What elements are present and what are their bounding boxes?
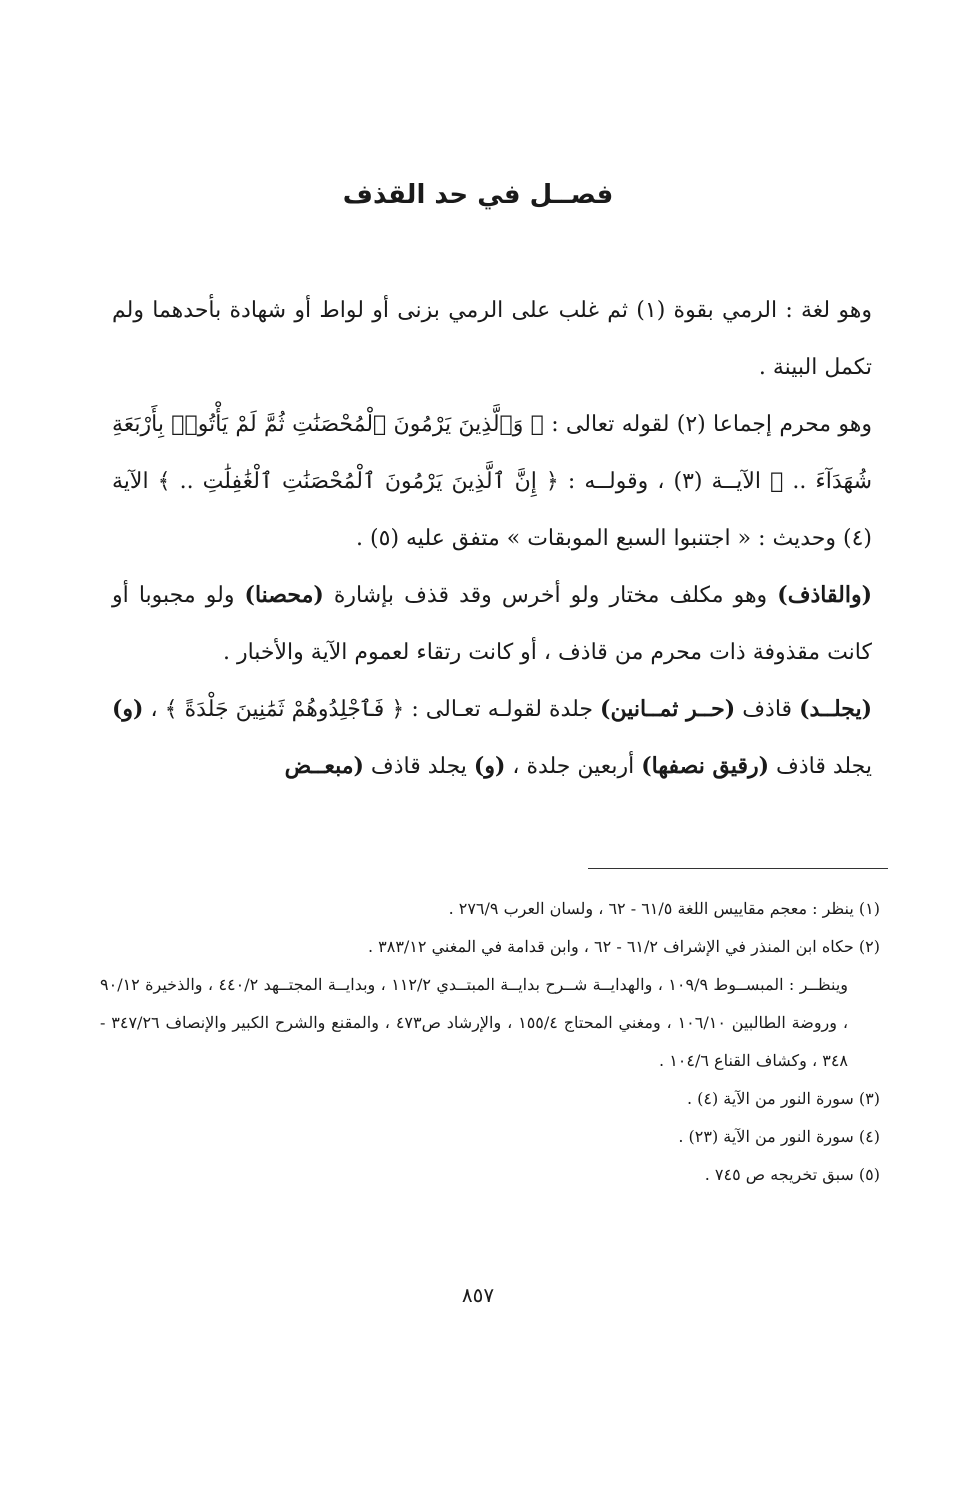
bold-term: (يجلــد)	[799, 696, 872, 722]
text-run: قاذف	[735, 697, 800, 722]
footnote-1: (١) ينظر : معجم مقاييس اللغة ٦١/٥ - ٦٢ ، ولسان العرب ٢٧٦/٩ .	[448, 899, 880, 918]
footnote-2-continuation: وينظــر : المبســوط ١٠٩/٩ ، والهدايــة شــرح بدايــة المبتــدي ١١٢/٢ ، وبدايــة المجتــهد ٤٤٠/٢ ، والذخيرة ٩٠/١٢ ، وروضة الطالبين ١٠٦/١٠ ، ومغني المحتاج ١٥٥/٤ ، والإرشاد ص٤٧٣ ، والمقنع والشرح الكبير والإنصاف ٣٤٧/٢٦ - ٣٤٨ ، وكشاف القناع ١٠٤/٦ .	[100, 975, 849, 1070]
section-title: فصــل في حد القذف	[342, 180, 614, 210]
footnotes	[100, 890, 880, 1194]
bold-term: (رقيق نصفها)	[641, 753, 770, 779]
bold-term: (والقاذف)	[777, 582, 872, 608]
paragraph-definition: وهو لغة : الرمي بقوة (١) ثم غلب على الرمي بزنى أو لواط أو شهادة بأحدهما ولم تكمل البينة .	[112, 298, 872, 380]
footnote-5: (٥) سبق تخريجه ص ٧٤٥ .	[704, 1165, 880, 1184]
footnote-4: (٤) سورة النور من الآية (٢٣) .	[678, 1127, 880, 1146]
bold-term: (محصنا)	[244, 582, 324, 608]
bold-term: (مبعــض	[284, 753, 364, 779]
bold-term: (حــر ثمــانين)	[600, 696, 736, 722]
paragraph-ruling: وهو محرم إجماعا (٢) لقوله تعالى : ﴿ وَٱلَّذِينَ يَرْمُونَ ٱلْمُحْصَنَٰتِ ثُمَّ لَمْ يَأْتُوا۟ بِأَرْبَعَةِ شُهَدَآءَ .. ﴾ الآيــة (٣) ، وقولــه : ﴿ إِنَّ ٱلَّذِينَ يَرْمُونَ ٱلْمُحْصَنَٰتِ ٱلْغَٰفِلَٰتِ .. ﴾ الآية (٤) وحديث : « اجتنبوا السبع الموبقات » متفق عليه (٥) .	[112, 412, 873, 551]
main-text	[112, 282, 872, 795]
text-run: يجلد قاذف	[363, 754, 474, 779]
footnote-3: (٣) سورة النور من الآية (٤) .	[686, 1089, 880, 1108]
footnote-divider	[588, 868, 888, 869]
text-run: وهو مكلف مختار ولو أخرس وقد قذف بإشارة	[323, 583, 778, 608]
paragraph-qadhif	[112, 567, 872, 681]
bold-term: (و)	[112, 696, 144, 722]
text-run: جلدة لقولـه تعـالى : ﴿ فَٱجْلِدُوهُمْ ثَمَٰنِينَ جَلْدَةً ﴾ ،	[143, 697, 601, 722]
text-run: أربعين جلدة ،	[505, 754, 642, 779]
page-number: ٨٥٧	[461, 1283, 495, 1307]
paragraph-punishment	[112, 681, 872, 795]
footnote-2: (٢) حكاه ابن المنذر في الإشراف ٦١/٢ - ٦٢ ، وابن قدامة في المغني ٣٨٣/١٢ .	[367, 937, 880, 956]
bold-term: (و)	[473, 753, 506, 779]
text-run: يجلد قاذف	[769, 754, 872, 779]
text-run: ولو مجبوبا أو كانت مقذوفة ذات محرم من قاذف ، أو كانت رتقاء لعموم الآية والأخبار .	[112, 583, 872, 665]
